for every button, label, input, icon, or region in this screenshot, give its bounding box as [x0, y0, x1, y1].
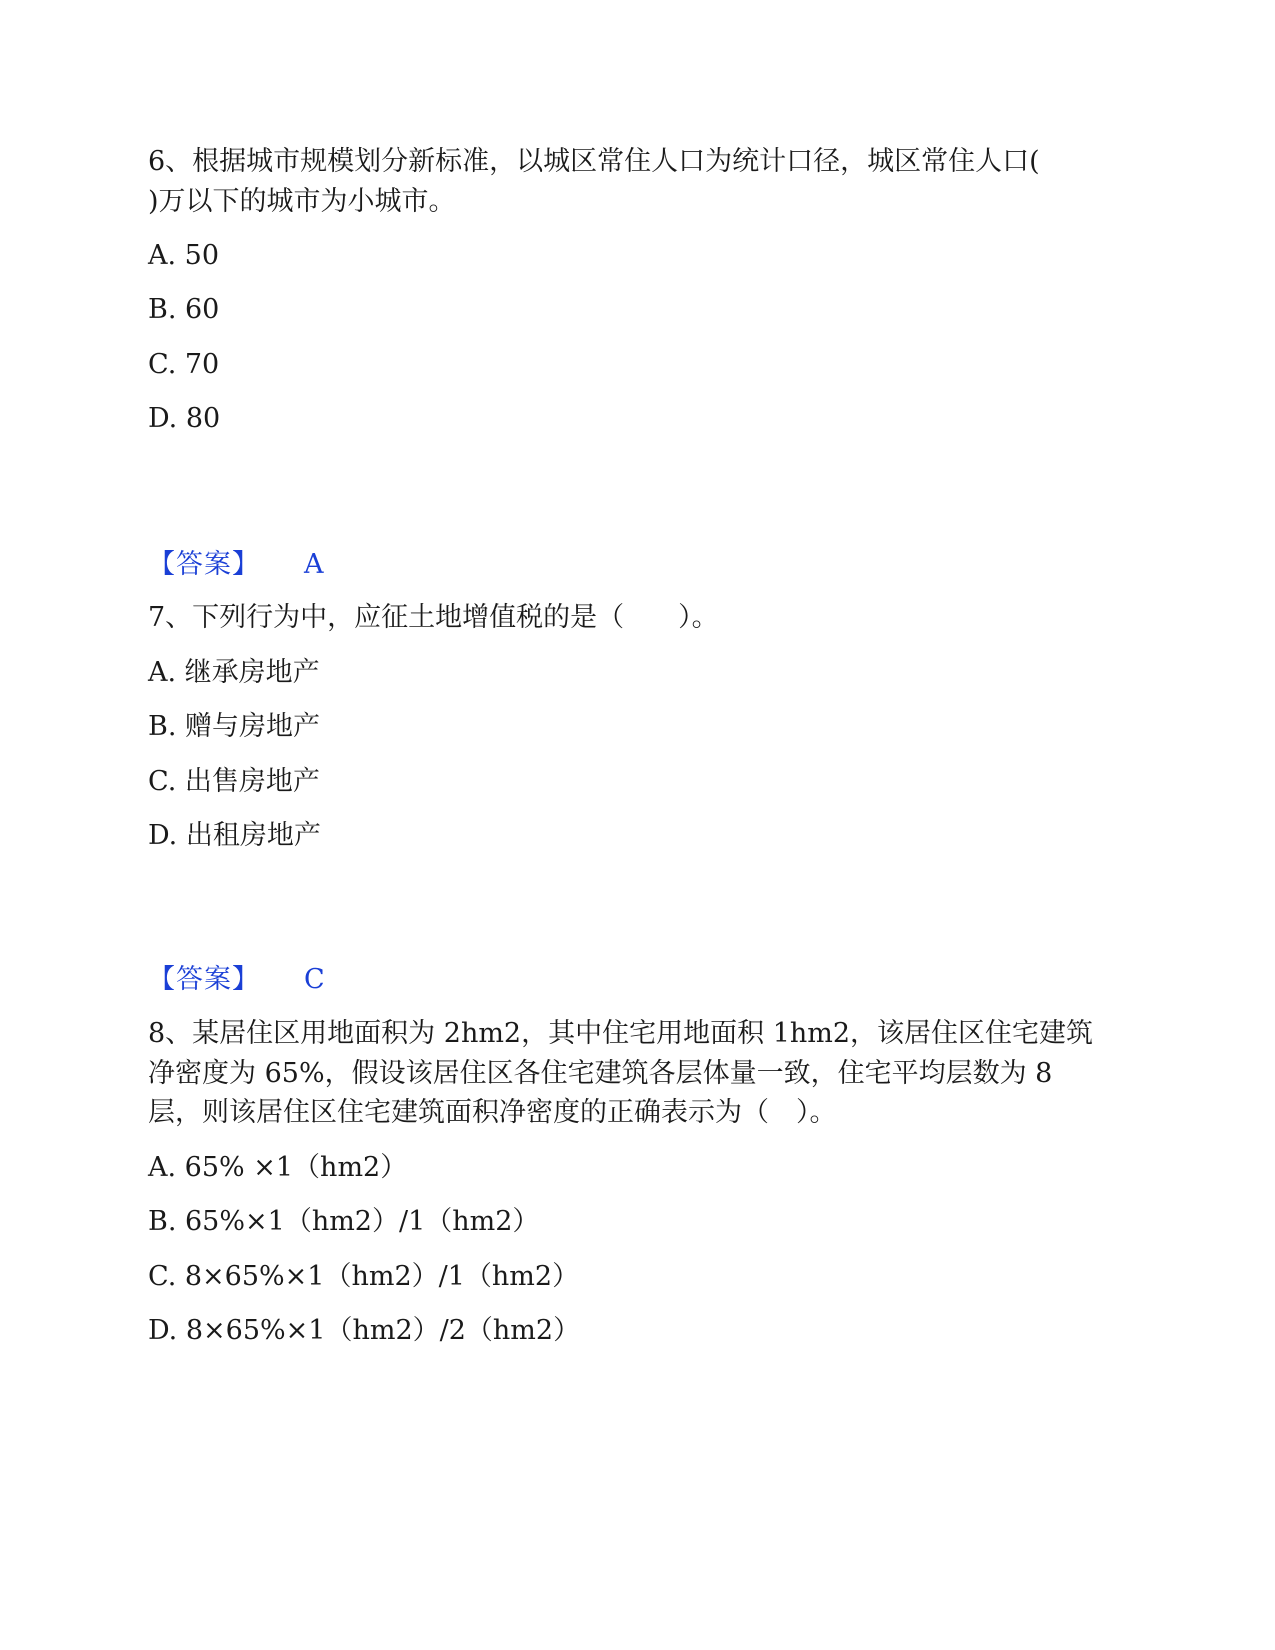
question-7-option-c: C. 出售房地产 — [148, 766, 320, 797]
question-6-option-b: B. 60 — [148, 294, 220, 325]
question-6-option-a: A. 50 — [148, 240, 220, 271]
answer-value: A — [304, 549, 324, 580]
question-8-option-b: B. 65%×1（hm2）/1（hm2） — [148, 1206, 540, 1237]
question-6-option-d: D. 80 — [148, 403, 221, 434]
question-8-stem-line-1: 8、某居住区用地面积为 2hm2，其中住宅用地面积 1hm2，该居住区住宅建筑 — [148, 1018, 1094, 1049]
question-8-option-d: D. 8×65%×1（hm2）/2（hm2） — [148, 1315, 581, 1346]
question-7-stem-line-1: 7、下列行为中，应征土地增值税的是（ ）。 — [148, 602, 719, 633]
question-6-stem-line-1: 6、根据城市规模划分新标准，以城区常住人口为统计口径，城区常住人口( — [148, 146, 1040, 177]
question-8-option-a: A. 65% ×1（hm2） — [148, 1152, 408, 1183]
answer-label: 【答案】 — [148, 549, 260, 580]
question-8-option-c: C. 8×65%×1（hm2）/1（hm2） — [148, 1261, 580, 1292]
question-8-stem-line-2: 净密度为 65%，假设该居住区各住宅建筑各层体量一致，住宅平均层数为 8 — [148, 1058, 1053, 1089]
question-6-option-c: C. 70 — [148, 349, 220, 380]
question-6-answer — [148, 545, 324, 585]
question-7-option-a: A. 继承房地产 — [148, 657, 320, 688]
answer-value: C — [304, 964, 325, 995]
answer-label: 【答案】 — [148, 964, 260, 995]
question-7-answer — [148, 960, 325, 1000]
question-6-stem-line-2: )万以下的城市为小城市。 — [148, 186, 456, 217]
question-7-option-b: B. 赠与房地产 — [148, 711, 321, 742]
question-7-option-d: D. 出租房地产 — [148, 820, 321, 851]
question-8-stem-line-3: 层，则该居住区住宅建筑面积净密度的正确表示为（ ）。 — [148, 1097, 837, 1128]
